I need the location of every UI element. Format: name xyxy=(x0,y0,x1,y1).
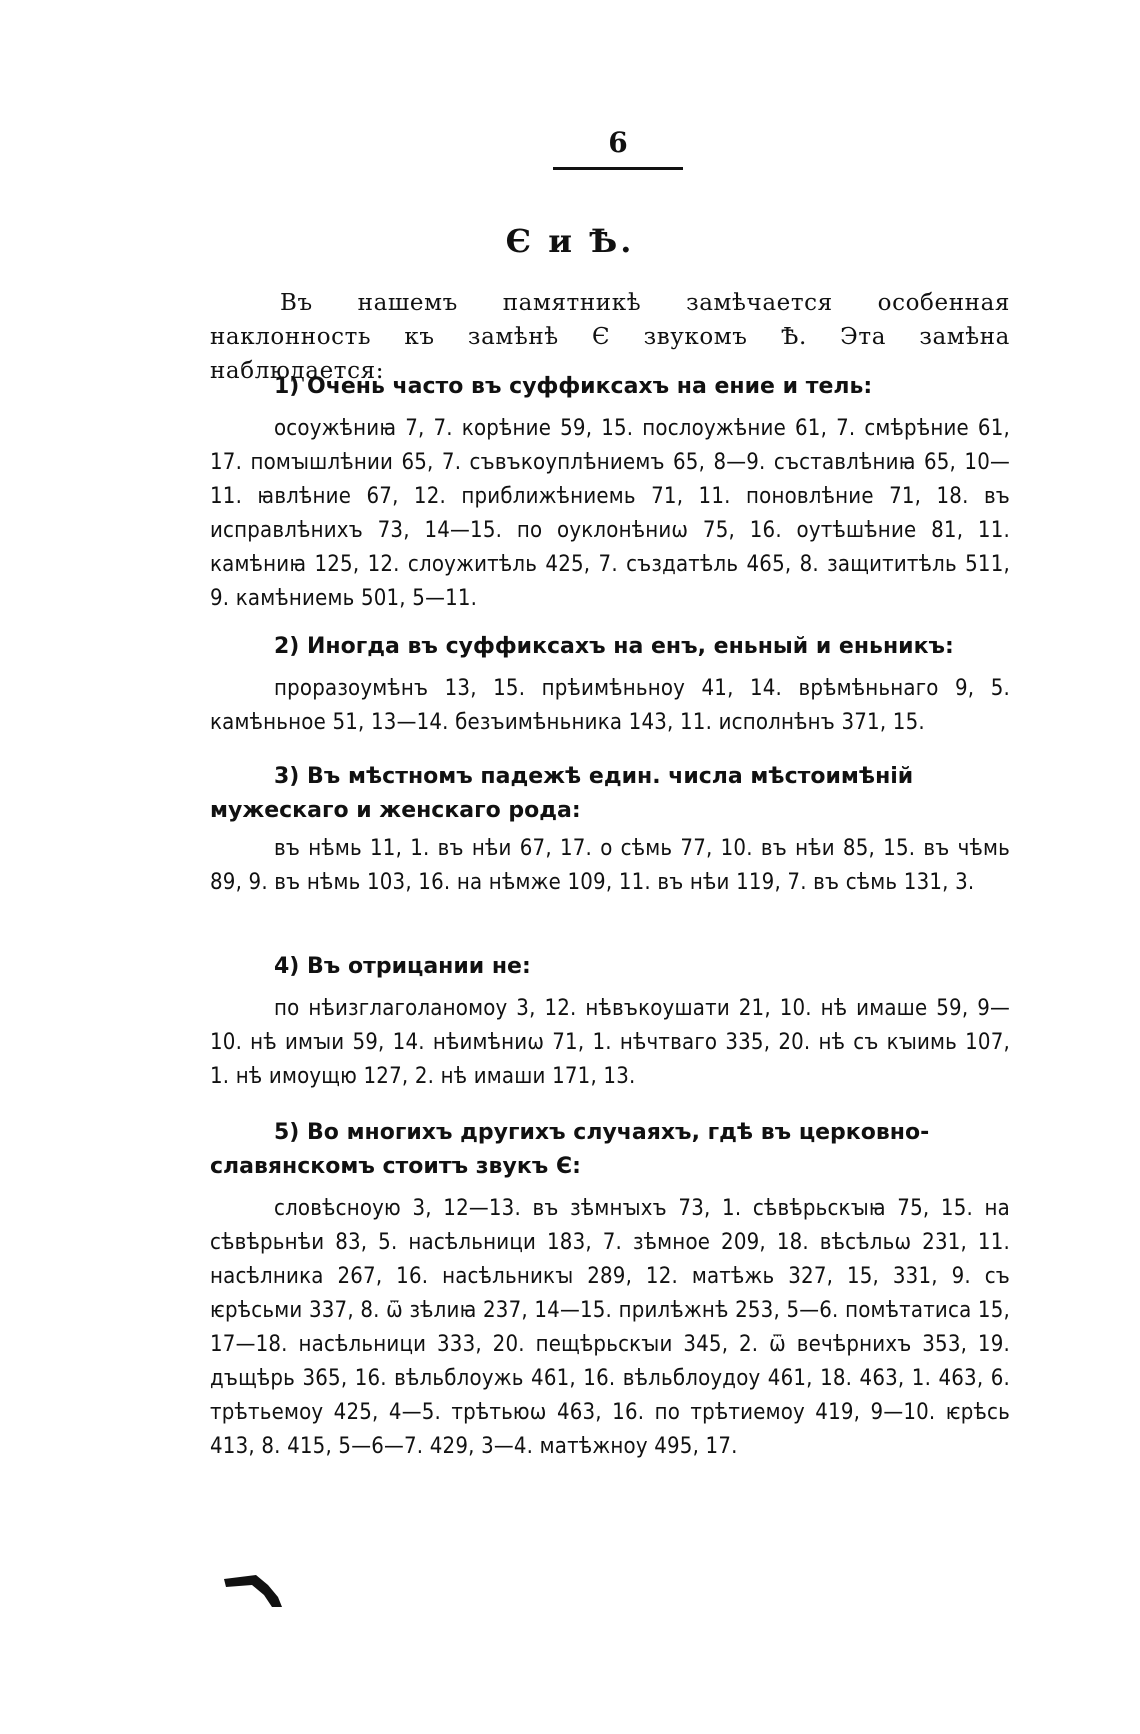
section-1 xyxy=(210,370,1010,616)
section-heading: 1) Очень часто въ суффиксахъ на ение и тель: xyxy=(274,374,873,399)
page-number: 6 xyxy=(608,126,628,159)
section-title: Є и Ѣ. xyxy=(505,222,635,260)
section-3 xyxy=(210,760,1010,900)
section-examples: словѣсноую 3, 12—13. въ зѣмнꙑхъ 73, 1. сѣвѣрьскꙑꙗ 75, 15. на сѣвѣрьнѣи 83, 5. насѣльници 183, 7. зѣмное 209, 18. вѣсѣльѡ 231, 11. насѣлника 267, 16. насѣльникꙑ 289, 12. матѣжь 327, 15, 331, 9. съ ѥрѣсьми 337, 8. ѿ зѣлиꙗ 237, 14—15. прилѣжнѣ 253, 5—6. помѣтатиса 15, 17—18. насѣльници 333, 20. пещѣрьскꙑи 345, 2. ѿ вечѣрнихъ 353, 19. дъщѣрь 365, 16. вѣльблоужь 461, 16. вѣльблоудоу 461, 18. 463, 1. 463, 6. трѣтьемоу 425, 4—5. трѣтьюѡ 463, 16. по трѣтиемоу 419, 9—10. ѥрѣсь 413, 8. 415, 5—6—7. 429, 3—4. матѣжноу 495, 17. xyxy=(210,1196,1010,1459)
ink-smudge-icon xyxy=(222,1573,284,1609)
section-2 xyxy=(210,630,1010,740)
section-heading: 5) Во многихъ другихъ случаяхъ, гдѣ въ церковно-славянскомъ стоитъ звукъ Є: xyxy=(210,1120,930,1179)
section-examples: въ нѣмь 11, 1. въ нѣи 67, 17. о сѣмь 77, 10. въ нѣи 85, 15. въ чѣмь 89, 9. въ нѣмь 103, 16. на нѣмже 109, 11. въ нѣи 119, 7. въ сѣмь 131, 3. xyxy=(210,836,1010,895)
section-5 xyxy=(210,1116,1010,1464)
section-heading: 2) Иногда въ суффиксахъ на енъ, еньный и еньникъ: xyxy=(274,634,954,659)
section-heading: 3) Въ мѣстномъ падежѣ един. числа мѣстоимѣній мужескаго и женскаго рода: xyxy=(210,764,914,823)
intro-paragraph: Въ нашемъ памятникѣ замѣчается особенная наклонность къ замѣнѣ Є звукомъ Ѣ. Эта замѣна наблюдается: xyxy=(210,290,1010,384)
section-examples: осоужѣниꙗ 7, 7. корѣние 59, 15. послоужѣние 61, 7. смѣрѣние 61, 17. помꙑшлѣнии 65, 7. съвъкоуплѣниемъ 65, 8—9. съставлѣниꙗ 65, 10—11. ꙗвлѣние 67, 12. приближѣниемь 71, 11. поновлѣние 71, 18. въ исправлѣнихъ 73, 14—15. по оуклонѣниѡ 75, 16. оутѣшѣние 81, 11. камѣниꙗ 125, 12. слоужитѣль 425, 7. създатѣль 465, 8. защититѣль 511, 9. камѣниемь 501, 5—11. xyxy=(210,416,1010,611)
section-examples: проразоумѣнъ 13, 15. прѣимѣньноу 41, 14. врѣмѣньнаго 9, 5. камѣньное 51, 13—14. безъимѣньника 143, 11. исполнѣнъ 371, 15. xyxy=(210,676,1010,735)
page-number-rule xyxy=(553,167,683,170)
section-4 xyxy=(210,950,1010,1094)
section-heading: 4) Въ отрицании не: xyxy=(274,954,531,979)
section-examples: по нѣизглаголаномоу 3, 12. нѣвъкоушати 21, 10. нѣ имаше 59, 9—10. нѣ имꙑи 59, 14. нѣимѣниѡ 71, 1. нѣчтваго 335, 20. нѣ съ кꙑимь 107, 1. нѣ имоущю 127, 2. нѣ имаши 171, 13. xyxy=(210,996,1010,1089)
